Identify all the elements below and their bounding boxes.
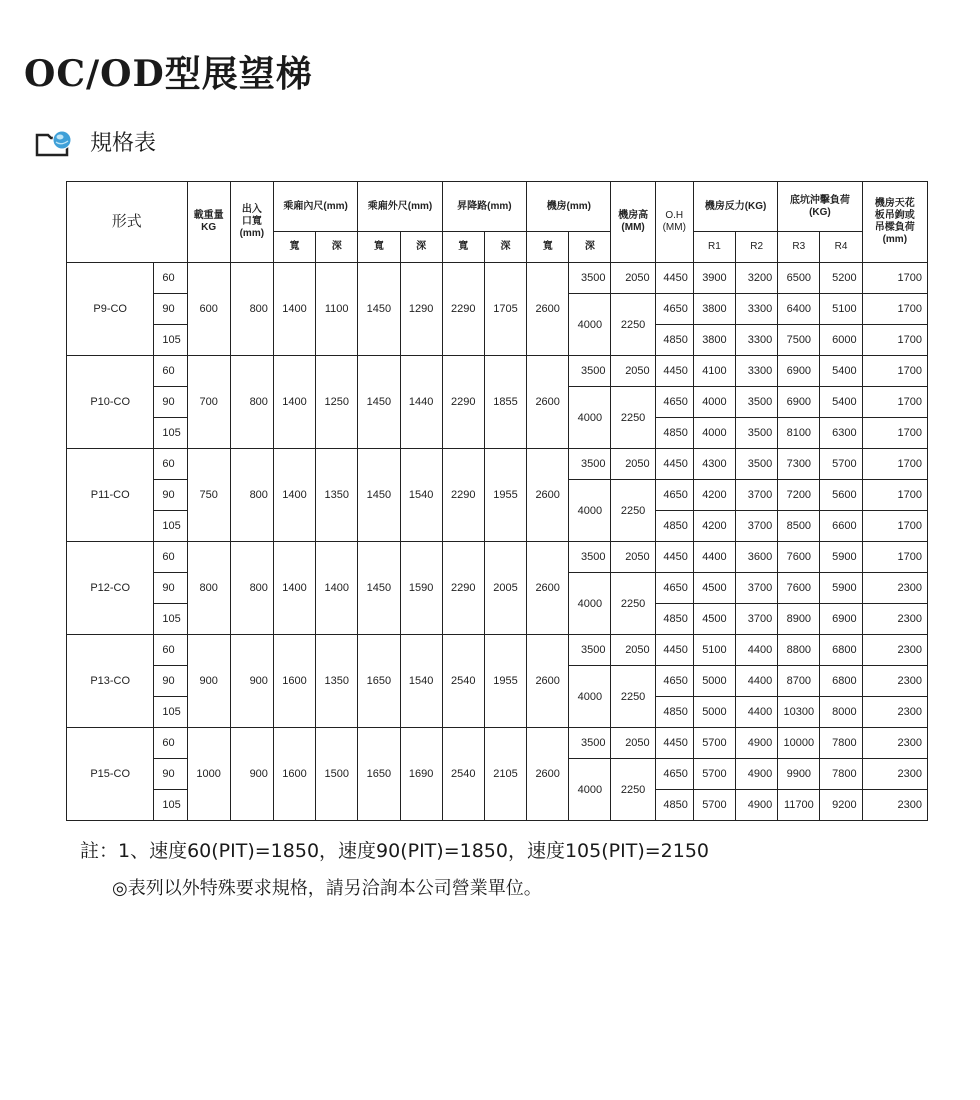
hoistway-depth-cell: 2005	[484, 542, 526, 635]
r1-cell: 4500	[693, 573, 735, 604]
r3-cell: 6900	[778, 387, 820, 418]
ceiling-load-cell: 2300	[862, 573, 927, 604]
r4-cell: 5100	[820, 294, 862, 325]
r2-cell: 3300	[736, 325, 778, 356]
mr-depth-cell: 3500	[569, 728, 611, 759]
machine-height-cell: 2250	[611, 294, 655, 356]
page-title: OC/OD型展望梯	[24, 53, 313, 95]
table-row	[67, 356, 928, 387]
inner-depth-cell: 1350	[316, 449, 358, 542]
ceiling-load-cell: 1700	[862, 356, 927, 387]
header-mr-depth: 深	[569, 232, 611, 263]
r2-cell: 4400	[736, 635, 778, 666]
r2-cell: 3700	[736, 604, 778, 635]
inner-depth-cell: 1100	[316, 263, 358, 356]
mr-width-cell: 2600	[527, 263, 569, 356]
table-row	[67, 635, 928, 666]
hoistway-depth-cell: 1955	[484, 635, 526, 728]
load-cell: 900	[187, 635, 230, 728]
r3-cell: 6900	[778, 356, 820, 387]
ceiling-load-cell: 1700	[862, 511, 927, 542]
outer-depth-cell: 1690	[400, 728, 442, 821]
mr-depth-cell: 3500	[569, 449, 611, 480]
load-cell: 750	[187, 449, 230, 542]
r1-cell: 5700	[693, 759, 735, 790]
oh-cell: 4650	[655, 480, 693, 511]
outer-depth-cell: 1290	[400, 263, 442, 356]
r2-cell: 4400	[736, 666, 778, 697]
table-row	[67, 542, 928, 573]
header-machine-room: 機房(mm)	[527, 182, 611, 232]
mr-depth-cell: 4000	[569, 573, 611, 635]
inner-width-cell: 1400	[273, 263, 315, 356]
header-car-inner: 乘廂內尺(mm)	[273, 182, 357, 232]
oh-cell: 4650	[655, 759, 693, 790]
hoistway-width-cell: 2290	[442, 356, 484, 449]
load-cell: 800	[187, 542, 230, 635]
oh-cell: 4650	[655, 666, 693, 697]
header-mr-width: 寬	[527, 232, 569, 263]
speed-cell: 90	[154, 759, 187, 790]
oh-cell: 4850	[655, 604, 693, 635]
speed-cell: 60	[154, 542, 187, 573]
r1-cell: 5000	[693, 697, 735, 728]
header-outer-depth: 深	[400, 232, 442, 263]
r4-cell: 6600	[820, 511, 862, 542]
hoistway-width-cell: 2540	[442, 728, 484, 821]
ceiling-load-cell: 2300	[862, 604, 927, 635]
header-pit-load: 底坑沖擊負荷 (KG)	[778, 182, 862, 232]
header-r2: R2	[736, 232, 778, 263]
r1-cell: 4100	[693, 356, 735, 387]
outer-width-cell: 1650	[358, 635, 400, 728]
oh-cell: 4850	[655, 418, 693, 449]
r2-cell: 3300	[736, 294, 778, 325]
speed-cell: 60	[154, 635, 187, 666]
speed-cell: 105	[154, 325, 187, 356]
outer-depth-cell: 1440	[400, 356, 442, 449]
model-name: P10-CO	[67, 356, 154, 449]
r4-cell: 6300	[820, 418, 862, 449]
r4-cell: 6800	[820, 666, 862, 697]
speed-cell: 90	[154, 294, 187, 325]
r2-cell: 4900	[736, 790, 778, 821]
header-inner-width: 寬	[273, 232, 315, 263]
door-width-cell: 800	[230, 356, 273, 449]
hoistway-depth-cell: 1955	[484, 449, 526, 542]
ceiling-load-cell: 1700	[862, 449, 927, 480]
r1-cell: 4200	[693, 511, 735, 542]
machine-height-cell: 2050	[611, 728, 655, 759]
oh-cell: 4450	[655, 449, 693, 480]
r2-cell: 4900	[736, 728, 778, 759]
r2-cell: 3700	[736, 573, 778, 604]
r4-cell: 8000	[820, 697, 862, 728]
r4-cell: 5400	[820, 356, 862, 387]
mr-depth-cell: 4000	[569, 759, 611, 821]
oh-cell: 4650	[655, 294, 693, 325]
r1-cell: 5700	[693, 728, 735, 759]
r4-cell: 5900	[820, 542, 862, 573]
mr-depth-cell: 4000	[569, 387, 611, 449]
r4-cell: 5600	[820, 480, 862, 511]
speed-cell: 105	[154, 604, 187, 635]
ceiling-load-cell: 2300	[862, 635, 927, 666]
mr-width-cell: 2600	[527, 449, 569, 542]
machine-height-cell: 2250	[611, 480, 655, 542]
inner-depth-cell: 1350	[316, 635, 358, 728]
r3-cell: 6500	[778, 263, 820, 294]
r3-cell: 9900	[778, 759, 820, 790]
outer-width-cell: 1450	[358, 263, 400, 356]
outer-width-cell: 1650	[358, 728, 400, 821]
note-special-request: ◎表列以外特殊要求規格，請另洽詢本公司營業單位。	[112, 878, 542, 899]
r1-cell: 5700	[693, 790, 735, 821]
r4-cell: 6900	[820, 604, 862, 635]
r4-cell: 5400	[820, 387, 862, 418]
table-row	[67, 449, 928, 480]
hoistway-width-cell: 2290	[442, 449, 484, 542]
header-hoistway-width: 寬	[442, 232, 484, 263]
speed-cell: 105	[154, 697, 187, 728]
oh-cell: 4850	[655, 790, 693, 821]
r4-cell: 7800	[820, 759, 862, 790]
header-load: 載重量 KG	[187, 182, 230, 263]
ceiling-load-cell: 2300	[862, 697, 927, 728]
door-width-cell: 800	[230, 542, 273, 635]
speed-cell: 90	[154, 480, 187, 511]
hoistway-depth-cell: 2105	[484, 728, 526, 821]
mr-width-cell: 2600	[527, 542, 569, 635]
r3-cell: 7600	[778, 542, 820, 573]
ceiling-load-cell: 1700	[862, 294, 927, 325]
mr-depth-cell: 4000	[569, 666, 611, 728]
r1-cell: 3800	[693, 325, 735, 356]
r3-cell: 8700	[778, 666, 820, 697]
header-inner-depth: 深	[316, 232, 358, 263]
machine-height-cell: 2050	[611, 449, 655, 480]
r1-cell: 4400	[693, 542, 735, 573]
speed-cell: 105	[154, 418, 187, 449]
r1-cell: 4000	[693, 418, 735, 449]
inner-depth-cell: 1500	[316, 728, 358, 821]
inner-width-cell: 1600	[273, 635, 315, 728]
header-car-outer: 乘廂外尺(mm)	[358, 182, 442, 232]
r2-cell: 3600	[736, 542, 778, 573]
r1-cell: 5000	[693, 666, 735, 697]
r3-cell: 10300	[778, 697, 820, 728]
header-hoistway: 昇降路(mm)	[442, 182, 526, 232]
load-cell: 1000	[187, 728, 230, 821]
oh-cell: 4450	[655, 635, 693, 666]
ceiling-load-cell: 2300	[862, 790, 927, 821]
ceiling-load-cell: 1700	[862, 263, 927, 294]
header-hoistway-depth: 深	[484, 232, 526, 263]
load-cell: 700	[187, 356, 230, 449]
machine-height-cell: 2250	[611, 759, 655, 821]
inner-width-cell: 1400	[273, 542, 315, 635]
hoistway-width-cell: 2290	[442, 542, 484, 635]
header-ceiling-load: 機房天花 板吊鉤或 吊樑負荷 (mm)	[862, 182, 927, 263]
spec-table-body	[67, 263, 928, 821]
speed-cell: 60	[154, 263, 187, 294]
hoistway-width-cell: 2290	[442, 263, 484, 356]
r2-cell: 3200	[736, 263, 778, 294]
r3-cell: 6400	[778, 294, 820, 325]
speed-cell: 60	[154, 356, 187, 387]
r3-cell: 8800	[778, 635, 820, 666]
oh-cell: 4450	[655, 263, 693, 294]
r4-cell: 7800	[820, 728, 862, 759]
section-title: 規格表	[90, 131, 157, 156]
machine-height-cell: 2050	[611, 356, 655, 387]
r4-cell: 5700	[820, 449, 862, 480]
speed-cell: 105	[154, 511, 187, 542]
outer-depth-cell: 1540	[400, 635, 442, 728]
load-cell: 600	[187, 263, 230, 356]
header-outer-width: 寬	[358, 232, 400, 263]
model-name: P15-CO	[67, 728, 154, 821]
r4-cell: 6000	[820, 325, 862, 356]
header-oh: O.H (MM)	[655, 182, 693, 263]
r1-cell: 3800	[693, 294, 735, 325]
oh-cell: 4450	[655, 542, 693, 573]
speed-cell: 90	[154, 573, 187, 604]
mr-depth-cell: 3500	[569, 356, 611, 387]
r2-cell: 4900	[736, 759, 778, 790]
machine-height-cell: 2050	[611, 263, 655, 294]
ceiling-load-cell: 2300	[862, 759, 927, 790]
inner-depth-cell: 1250	[316, 356, 358, 449]
machine-height-cell: 2250	[611, 573, 655, 635]
oh-cell: 4450	[655, 728, 693, 759]
inner-width-cell: 1600	[273, 728, 315, 821]
mr-width-cell: 2600	[527, 356, 569, 449]
r1-cell: 4300	[693, 449, 735, 480]
oh-cell: 4650	[655, 573, 693, 604]
table-row	[67, 263, 928, 294]
outer-width-cell: 1450	[358, 356, 400, 449]
speed-cell: 60	[154, 728, 187, 759]
r3-cell: 7300	[778, 449, 820, 480]
mr-depth-cell: 4000	[569, 480, 611, 542]
ceiling-load-cell: 1700	[862, 418, 927, 449]
machine-height-cell: 2250	[611, 387, 655, 449]
door-width-cell: 900	[230, 635, 273, 728]
header-r1: R1	[693, 232, 735, 263]
model-name: P12-CO	[67, 542, 154, 635]
header-r3: R3	[778, 232, 820, 263]
ceiling-load-cell: 2300	[862, 728, 927, 759]
outer-width-cell: 1450	[358, 449, 400, 542]
mr-width-cell: 2600	[527, 728, 569, 821]
r3-cell: 8100	[778, 418, 820, 449]
ceiling-load-cell: 1700	[862, 387, 927, 418]
ceiling-load-cell: 2300	[862, 666, 927, 697]
model-name: P13-CO	[67, 635, 154, 728]
mr-depth-cell: 3500	[569, 635, 611, 666]
header-reaction: 機房反力(KG)	[693, 182, 777, 232]
r2-cell: 3500	[736, 387, 778, 418]
model-name: P11-CO	[67, 449, 154, 542]
r2-cell: 3300	[736, 356, 778, 387]
r1-cell: 3900	[693, 263, 735, 294]
r3-cell: 11700	[778, 790, 820, 821]
globe-folder-icon	[34, 128, 74, 158]
oh-cell: 4850	[655, 325, 693, 356]
machine-height-cell: 2050	[611, 635, 655, 666]
door-width-cell: 800	[230, 449, 273, 542]
speed-cell: 90	[154, 387, 187, 418]
oh-cell: 4850	[655, 697, 693, 728]
hoistway-depth-cell: 1855	[484, 356, 526, 449]
r2-cell: 3500	[736, 449, 778, 480]
outer-width-cell: 1450	[358, 542, 400, 635]
speed-cell: 60	[154, 449, 187, 480]
r3-cell: 10000	[778, 728, 820, 759]
header-r4: R4	[820, 232, 862, 263]
mr-depth-cell: 4000	[569, 294, 611, 356]
r4-cell: 5200	[820, 263, 862, 294]
r2-cell: 4400	[736, 697, 778, 728]
r4-cell: 6800	[820, 635, 862, 666]
r1-cell: 4500	[693, 604, 735, 635]
header-machine-height: 機房高 (MM)	[611, 182, 655, 263]
r3-cell: 7600	[778, 573, 820, 604]
r3-cell: 8500	[778, 511, 820, 542]
r1-cell: 4200	[693, 480, 735, 511]
r1-cell: 4000	[693, 387, 735, 418]
hoistway-depth-cell: 1705	[484, 263, 526, 356]
header-door: 出入 口寬 (mm)	[230, 182, 273, 263]
inner-width-cell: 1400	[273, 356, 315, 449]
machine-height-cell: 2250	[611, 666, 655, 728]
table-row	[67, 728, 928, 759]
r3-cell: 7500	[778, 325, 820, 356]
ceiling-load-cell: 1700	[862, 325, 927, 356]
door-width-cell: 800	[230, 263, 273, 356]
inner-width-cell: 1400	[273, 449, 315, 542]
r4-cell: 9200	[820, 790, 862, 821]
oh-cell: 4450	[655, 356, 693, 387]
ceiling-load-cell: 1700	[862, 480, 927, 511]
note-speed-pit: 註：1、速度60(PIT)=1850，速度90(PIT)=1850，速度105(PIT)=2150	[80, 840, 710, 862]
r1-cell: 5100	[693, 635, 735, 666]
spec-table	[66, 181, 928, 821]
r2-cell: 3700	[736, 511, 778, 542]
machine-height-cell: 2050	[611, 542, 655, 573]
ceiling-load-cell: 1700	[862, 542, 927, 573]
r3-cell: 8900	[778, 604, 820, 635]
r4-cell: 5900	[820, 573, 862, 604]
outer-depth-cell: 1590	[400, 542, 442, 635]
inner-depth-cell: 1400	[316, 542, 358, 635]
oh-cell: 4650	[655, 387, 693, 418]
speed-cell: 105	[154, 790, 187, 821]
mr-width-cell: 2600	[527, 635, 569, 728]
oh-cell: 4850	[655, 511, 693, 542]
header-model: 形式	[67, 182, 188, 263]
hoistway-width-cell: 2540	[442, 635, 484, 728]
mr-depth-cell: 3500	[569, 542, 611, 573]
mr-depth-cell: 3500	[569, 263, 611, 294]
r3-cell: 7200	[778, 480, 820, 511]
r2-cell: 3500	[736, 418, 778, 449]
model-name: P9-CO	[67, 263, 154, 356]
outer-depth-cell: 1540	[400, 449, 442, 542]
speed-cell: 90	[154, 666, 187, 697]
door-width-cell: 900	[230, 728, 273, 821]
r2-cell: 3700	[736, 480, 778, 511]
